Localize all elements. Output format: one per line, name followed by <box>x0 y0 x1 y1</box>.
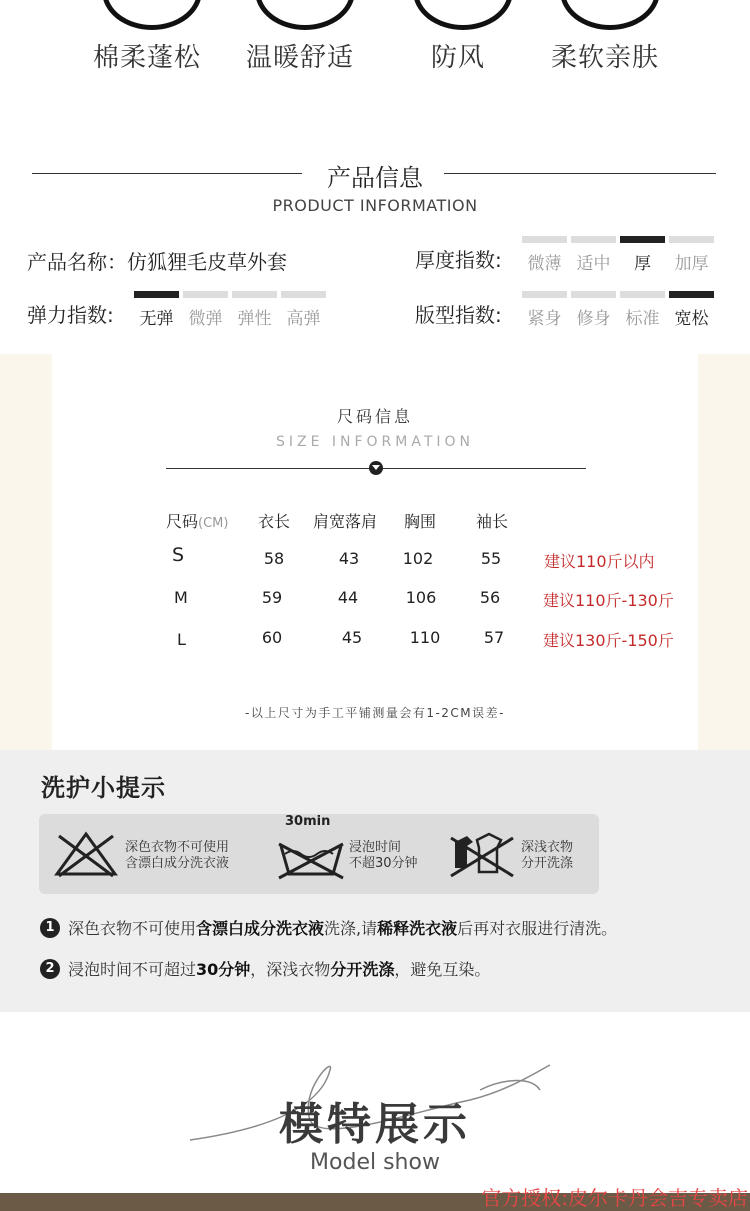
care-section <box>0 750 750 1012</box>
fit-option <box>669 291 714 329</box>
tip-text: 后再对衣服进行清洗。 <box>457 919 618 938</box>
divider-dot-icon <box>369 461 383 475</box>
elasticity-bar <box>134 291 179 298</box>
fit-scale <box>522 291 714 329</box>
row-size: L <box>177 630 186 649</box>
thickness-bar <box>522 236 567 243</box>
header-size-text: 尺码 <box>166 512 199 531</box>
header-sleeve: 袖长 <box>475 512 508 531</box>
elasticity-option-label: 无弹 <box>139 309 174 329</box>
thickness-bar <box>620 236 665 243</box>
size-card <box>52 354 698 750</box>
thickness-bar <box>669 236 714 243</box>
tip-text: 浸泡时间不可超过 <box>68 960 197 979</box>
row-recommend: 建议110斤以内 <box>544 552 655 571</box>
row-shoulder: 45 <box>341 628 363 647</box>
row-size: M <box>174 588 188 607</box>
feature-cotton <box>67 0 227 80</box>
thickness-option <box>522 236 567 274</box>
care-icons-box <box>39 814 599 894</box>
elasticity-scale <box>134 291 326 329</box>
product-info-subtitle: PRODUCT INFORMATION <box>272 196 478 215</box>
tip-bold: 分开洗涤 <box>330 960 395 979</box>
model-show-title: 模特展示 <box>279 1099 471 1150</box>
care-tip-1 <box>40 916 617 939</box>
feature-windproof <box>378 0 538 80</box>
row-chest: 110 <box>409 628 441 647</box>
fit-bar <box>620 291 665 298</box>
product-info-title: 产品信息 <box>327 164 423 192</box>
cotton-icon <box>102 0 202 30</box>
row-chest: 106 <box>405 588 437 607</box>
feature-label: 柔软亲肤 <box>550 43 659 73</box>
care-item-separate <box>447 828 597 880</box>
product-name <box>27 246 287 275</box>
row-recommend: 建议110斤-130斤 <box>543 591 674 610</box>
fit-option <box>571 291 616 329</box>
elasticity-bar <box>232 291 277 298</box>
fit-bar <box>669 291 714 298</box>
tip-number: 1 <box>40 918 60 938</box>
fit-option-label: 标准 <box>625 309 660 329</box>
thickness-option-label: 适中 <box>576 254 611 274</box>
row-sleeve: 56 <box>479 588 501 607</box>
thickness-option <box>669 236 714 274</box>
care-line1: 深浅衣物 <box>521 840 574 855</box>
size-info-subtitle: SIZE INFORMATION <box>275 434 475 450</box>
header-chest: 胸围 <box>403 512 436 531</box>
fit-option <box>620 291 665 329</box>
thickness-option-label: 加厚 <box>674 254 709 274</box>
no-bleach-icon <box>53 828 119 880</box>
care-title: 洗护小提示 <box>41 774 166 802</box>
care-item-no-bleach <box>53 828 273 880</box>
tip-text: 洗涤,请 <box>324 919 378 938</box>
elasticity-bar <box>183 291 228 298</box>
tip-text: ，深浅衣物 <box>250 960 331 979</box>
care-line1: 深色衣物不可使用 <box>125 840 230 855</box>
elasticity-option-label: 高弹 <box>286 309 321 329</box>
header-length: 衣长 <box>257 512 290 531</box>
care-line2: 分开洗涤 <box>521 856 574 871</box>
thickness-label: 厚度指数: <box>415 248 502 272</box>
separate-wash-icon <box>447 828 517 880</box>
size-info-title: 尺码信息 <box>336 407 413 426</box>
elasticity-option <box>183 291 228 329</box>
product-name-value: 仿狐狸毛皮草外套 <box>127 250 287 274</box>
wind-icon <box>413 0 513 30</box>
row-shoulder: 43 <box>338 549 360 568</box>
feature-warm <box>220 0 380 80</box>
elasticity-option <box>134 291 179 329</box>
row-length: 59 <box>261 588 283 607</box>
fit-bar <box>522 291 567 298</box>
feature-label: 温暖舒适 <box>245 43 354 73</box>
row-length: 58 <box>263 549 285 568</box>
fit-bar <box>571 291 616 298</box>
elasticity-option-label: 微弹 <box>188 309 223 329</box>
thickness-scale <box>522 236 714 274</box>
size-panel <box>0 354 750 750</box>
elasticity-option-label: 弹性 <box>237 309 272 329</box>
care-tip-2 <box>40 957 490 980</box>
tip-number: 2 <box>40 959 60 979</box>
row-chest: 102 <box>402 549 434 568</box>
feature-label: 棉柔蓬松 <box>92 43 201 73</box>
thickness-option <box>620 236 665 274</box>
tip-bold: 含漂白成分洗衣液 <box>196 919 325 938</box>
thickness-option-label: 微薄 <box>527 254 562 274</box>
elasticity-bar <box>281 291 326 298</box>
fit-option <box>522 291 567 329</box>
fit-label: 版型指数: <box>415 303 502 327</box>
header-unit: (CM) <box>198 516 229 531</box>
row-recommend: 建议130斤-150斤 <box>543 631 674 650</box>
warm-icon <box>255 0 355 30</box>
tip-bold: 稀释洗衣液 <box>377 919 458 938</box>
elasticity-option <box>281 291 326 329</box>
tip-text: ，避免互染。 <box>394 960 491 979</box>
care-text <box>125 840 229 872</box>
soft-icon <box>560 0 660 30</box>
thickness-bar <box>571 236 616 243</box>
care-text <box>349 840 418 872</box>
header-size <box>166 509 228 532</box>
row-length: 60 <box>261 628 283 647</box>
tip-bold: 30分钟 <box>196 960 251 979</box>
care-line1: 浸泡时间 <box>349 840 402 855</box>
feature-soft <box>525 0 685 80</box>
fit-option-label: 宽松 <box>674 309 709 329</box>
thickness-option <box>571 236 616 274</box>
product-name-label: 产品名称： <box>27 250 127 274</box>
row-size: S <box>172 544 185 566</box>
model-show-subtitle: Model show <box>310 1150 440 1175</box>
feature-label: 防风 <box>430 43 485 73</box>
elasticity-label: 弹力指数: <box>27 303 114 327</box>
row-sleeve: 55 <box>480 549 502 568</box>
thickness-option-label: 厚 <box>634 254 651 274</box>
header-shoulder: 肩宽落肩 <box>312 512 377 531</box>
elasticity-option <box>232 291 277 329</box>
fit-option-label: 紧身 <box>527 309 562 329</box>
care-line2: 不超30分钟 <box>349 856 418 871</box>
fit-option-label: 修身 <box>576 309 611 329</box>
size-note: -以上尺寸为手工平铺测量会有1-2CM误差- <box>245 706 505 720</box>
tip-text: 深色衣物不可使用 <box>68 919 197 938</box>
row-shoulder: 44 <box>337 588 359 607</box>
soak-30min-icon <box>275 824 347 880</box>
care-text <box>521 840 573 872</box>
soak-badge: 30min <box>285 814 331 829</box>
care-item-soak <box>275 814 455 880</box>
row-sleeve: 57 <box>483 628 505 647</box>
care-line2: 含漂白成分洗衣液 <box>125 856 230 871</box>
watermark: 官方授权:皮尔卡丹会吉专卖店 <box>481 1186 748 1210</box>
